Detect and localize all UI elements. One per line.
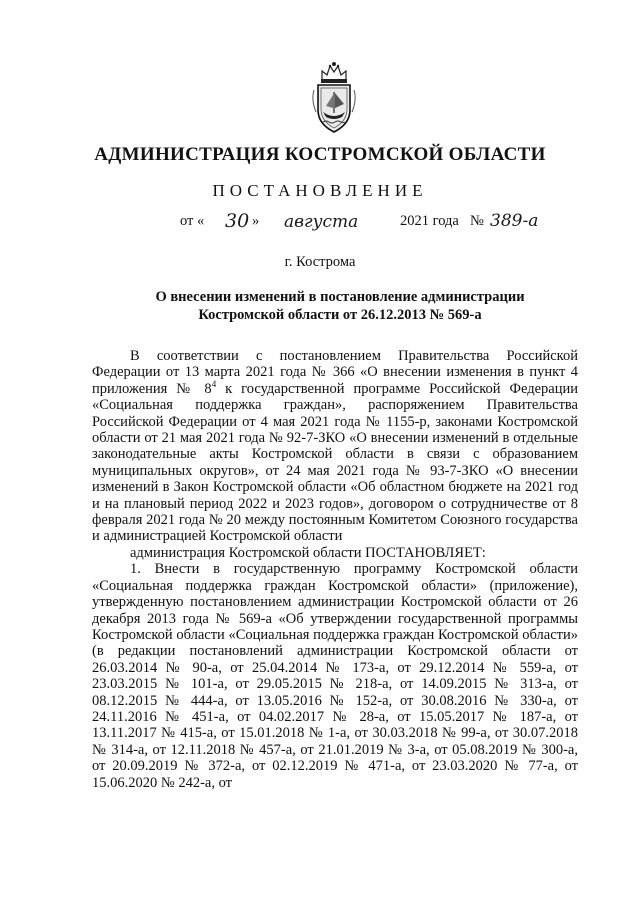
date-month-handwritten: августа <box>284 212 359 232</box>
doc-number-handwritten: 389-а <box>490 211 539 231</box>
document-subject: О внесении изменений в постановление администрации Костромской области от 26.12.2013 № 569-а <box>155 289 525 323</box>
paragraph-item-1: 1. Внести в государственную программу Костромской области «Социальная поддержка граждан Костромской области» (приложение), утвержденную постановлением администрации Костромской области от 26 декабря 2013 года № 569-а «Об утверждении государственной программы Костромской области «Социальная поддержка граждан Костромской области» (в редакции постановлений администрации Костромской области от 26.03.2014 № 90-а, от 25.04.2014 № 173-а, от 29.12.2014 № 559-а, от 23.03.2015 № 101-а, от 29.05.2015 № 218-а, от 14.09.2015 № 313-а, от 08.12.2015 № 444-а, от 13.05.2016 № 152-а, от 30.08.2016 № 330-а, от 24.11.2016 № 451-а, от 04.02.2017 № 28-а, от 15.05.2017 № 187-а, от 13.11.2017 № 415-а, от 15.01.2018 № 1-а, от 30.03.2018 № 99-а, от 30.07.2018 № 314-а, от 12.11.2018 № 457-а, от 21.01.2019 № 3-а, от 05.08.2019 № 300-а, от 20.09.2019 № 372-а, от 02.12.2019 № 471-а, от 23.03.2020 № 77-а, от 15.06.2020 № 242-а, от <box>92 561 578 791</box>
org-title: АДМИНИСТРАЦИЯ КОСТРОМСКОЙ ОБЛАСТИ <box>94 144 546 165</box>
city-line: г. Кострома <box>284 254 356 270</box>
date-year: 2021 года <box>400 213 459 229</box>
coat-of-arms-icon <box>308 60 360 138</box>
paragraph-basis-text-2: к государственной программе Российской Федерации «Социальная поддержка граждан», распоряжением Правительства Российской Федерации от 4 мая 2021 года № 1155-р, законами Костромской области от 21 мая 2021 года № 92-7-ЗКО «О внесении изменений в отдельные законодательные акты Костромской области в связи с образованием муниципальных округов», от 24 мая 2021 года № 93-7-ЗКО «О внесении изменений в Закон Костромской области «Об областном бюджете на 2021 год и на плановый период 2022 и 2023 годов», договором о сотрудничестве от 8 февраля 2021 года № 20 между постоянным Комитетом Союзного государства и администрацией Костромской области <box>92 380 578 545</box>
date-close-quote: » <box>252 213 260 229</box>
number-sign: № <box>470 213 484 229</box>
paragraph-basis <box>92 348 578 545</box>
paragraph-basis-text-1: В соответствии с постановлением Правительства Российской Федерации от 13 марта 2021 года № 366 «О внесении изменения в пункт 4 приложения № 8 <box>92 348 578 397</box>
date-day-handwritten: 30 <box>225 210 250 232</box>
document-body <box>92 348 578 791</box>
date-line <box>0 210 640 243</box>
superscript-index: 4 <box>211 378 217 389</box>
date-prefix: от « <box>180 213 205 229</box>
document-type: ПОСТАНОВЛЕНИЕ <box>212 181 428 200</box>
paragraph-resolves: администрация Костромской области ПОСТАНОВЛЯЕТ: <box>130 544 486 561</box>
